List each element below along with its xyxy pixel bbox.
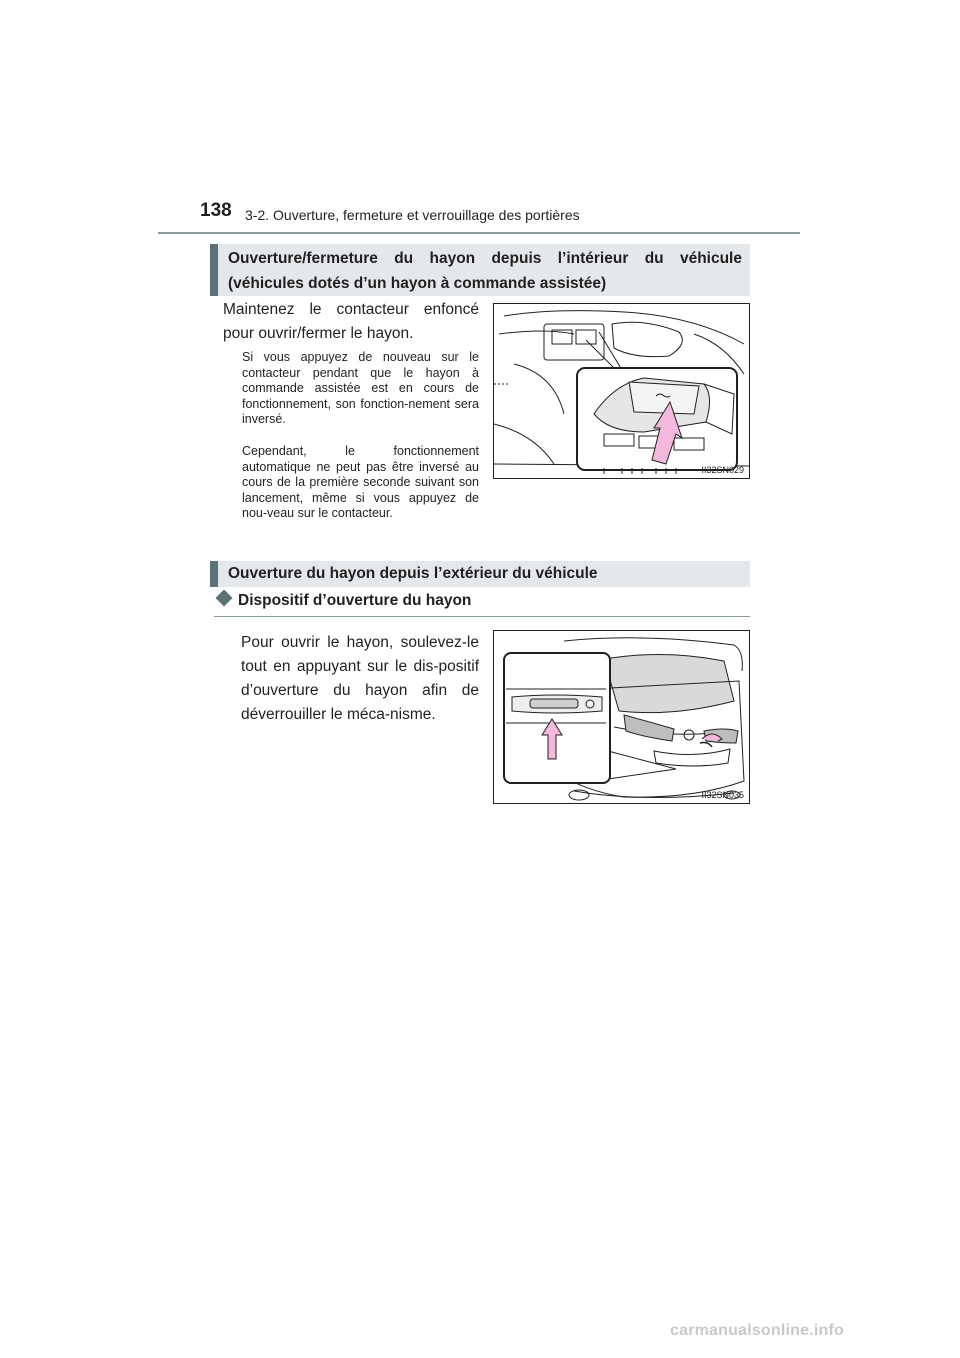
interior-switch-illustration (494, 304, 750, 479)
section-title-interior (210, 244, 750, 296)
subheading (214, 592, 471, 610)
section-title-line-2: (véhicules dotés d’un hayon à commande assistée) (228, 275, 607, 292)
subheading-rule (214, 616, 750, 617)
figure-code: II32SN029 (701, 465, 744, 475)
header-rule (158, 232, 800, 234)
figure-tailgate-exterior (493, 630, 750, 804)
note-paragraph: Si vous appuyez de nouveau sur le contacteur pendant que le hayon à commande assistée est en cours de fonctionnement, son fonction-nement sera inversé. (242, 350, 479, 426)
section-title-exterior: Ouverture du hayon depuis l’extérieur du véhicule (210, 561, 750, 587)
note-paragraph: Cependant, le fonctionnement automatique ne peut pas être inversé au cours de la première seconde suivant son lancement, même si vous appuyez de nou-veau sur le contacteur. (242, 444, 479, 520)
diamond-icon (216, 590, 233, 607)
instruction-paragraph: Maintenez le contacteur enfoncé pour ouvrir/fermer le hayon. (223, 301, 479, 342)
section-title-line-1: Ouverture/fermeture du hayon depuis l’intérieur du véhicule (228, 250, 742, 267)
watermark: carmanualsonline.info (670, 1322, 845, 1339)
page-number: 138 (200, 200, 232, 221)
figure-interior-switch (493, 303, 750, 479)
instruction-paragraph: Pour ouvrir le hayon, soulevez-le tout en appuyant sur le dis-positif d’ouverture du hayon afin de déverrouiller le méca-nisme. (241, 634, 479, 723)
tailgate-exterior-illustration (494, 631, 750, 804)
running-title: 3-2. Ouverture, fermeture et verrouillage des portières (245, 207, 580, 223)
figure-code: II32SN035 (701, 790, 744, 800)
subheading-text: Dispositif d’ouverture du hayon (238, 592, 472, 609)
